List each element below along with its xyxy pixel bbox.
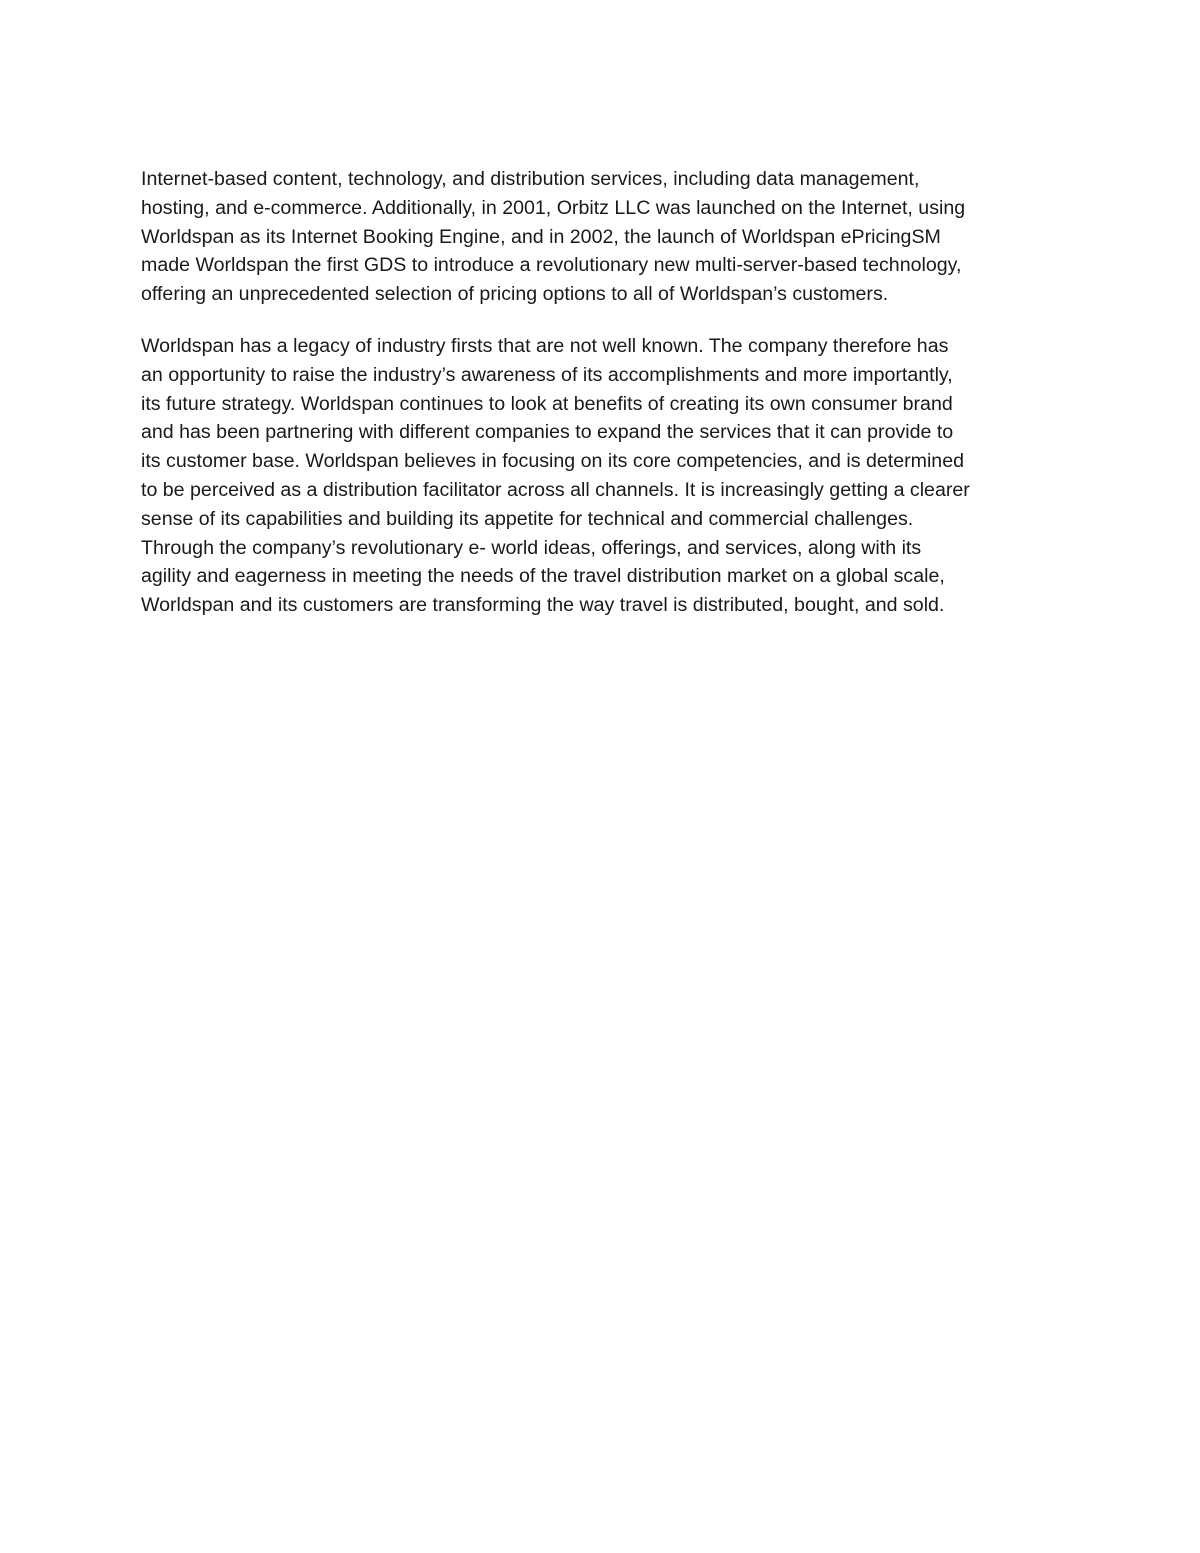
text-line: hosting, and e-commerce. Additionally, in 2001, Orbitz LLC was launched on the Internet, using bbox=[141, 196, 966, 219]
text-line: Worldspan has a legacy of industry firsts that are not well known. The company therefore has bbox=[141, 334, 949, 357]
text-line: made Worldspan the first GDS to introduce a revolutionary new multi-server-based technology, bbox=[141, 254, 962, 277]
text-line: Worldspan and its customers are transforming the way travel is distributed, bought, and sold. bbox=[141, 594, 945, 617]
text-line: Through the company’s revolutionary e- world ideas, offerings, and services, along with its bbox=[141, 536, 922, 559]
text-line: offering an unprecedented selection of pricing options to all of Worldspan’s customers. bbox=[141, 283, 889, 306]
paragraph-2 bbox=[141, 332, 1066, 620]
document-body bbox=[141, 165, 1066, 620]
text-line: Worldspan as its Internet Booking Engine, and in 2002, the launch of Worldspan ePricingSM bbox=[141, 225, 941, 248]
paragraph-1 bbox=[141, 165, 1066, 309]
text-line: agility and eagerness in meeting the needs of the travel distribution market on a global scale, bbox=[141, 565, 945, 588]
text-line: to be perceived as a distribution facilitator across all channels. It is increasingly getting a clearer bbox=[141, 478, 970, 501]
text-line: Internet-based content, technology, and distribution services, including data management, bbox=[141, 168, 920, 190]
text-line: its customer base. Worldspan believes in focusing on its core competencies, and is determined bbox=[141, 450, 964, 473]
text-line: an opportunity to raise the industry’s awareness of its accomplishments and more importantly, bbox=[141, 363, 953, 386]
text-line: and has been partnering with different companies to expand the services that it can provide to bbox=[141, 421, 954, 444]
text-line: its future strategy. Worldspan continues to look at benefits of creating its own consumer brand bbox=[141, 392, 953, 415]
text-line: sense of its capabilities and building its appetite for technical and commercial challenges. bbox=[141, 507, 914, 530]
